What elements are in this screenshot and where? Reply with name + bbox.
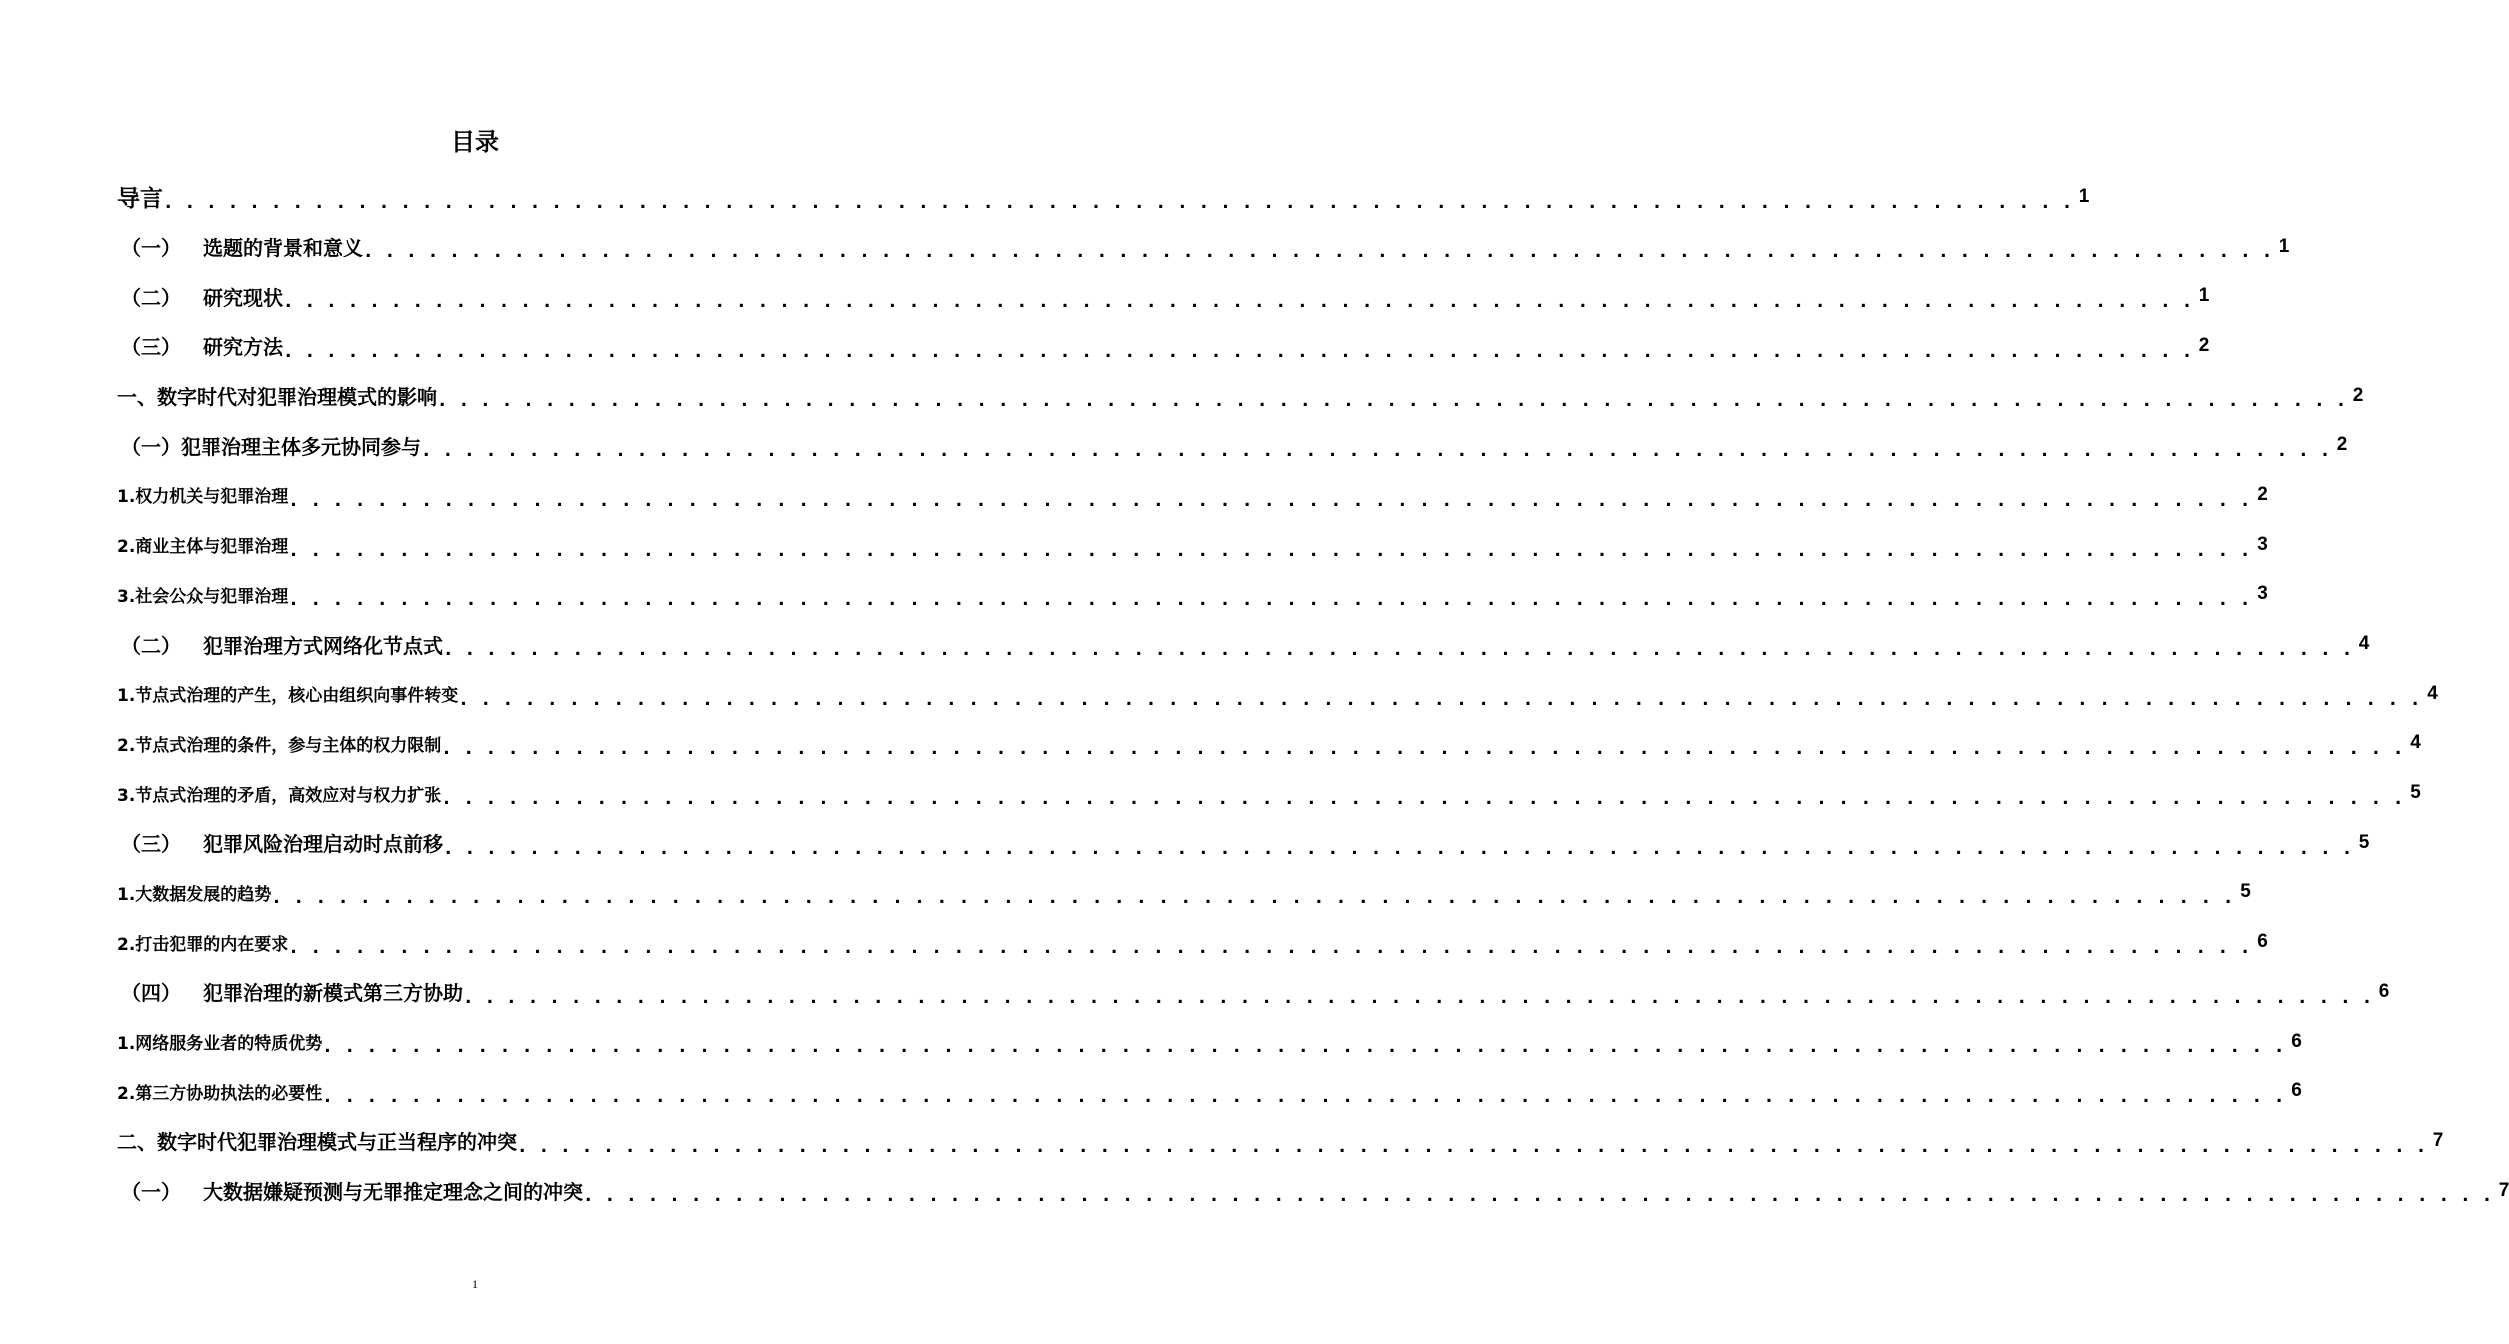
toc-entry-text: 一、数字时代对犯罪治理模式的影响 [117,385,437,410]
toc-entry[interactable] [117,868,2251,918]
toc-dot-leader: . . . . . . . . . . . . . . . . . . . . . . . . . . . . . . . . . . . . . . . . . . . . . . . . . . . . . . . . . . . . . . . . . . . . . . . . . . . . . . . . . . . . . . . . . [460,689,2424,710]
toc-entry[interactable] [117,818,2370,868]
toc-page-number: 5 [2410,782,2421,804]
toc-dot-leader: . . . . . . . . . . . . . . . . . . . . . . . . . . . . . . . . . . . . . . . . . . . . . . . . . . . . . . . . . . . . . . . . . . . . . . . . . . . . . . . . . . . . . . . . . [519,1136,2429,1157]
toc-entry-text: 选题的背景和意义 [203,236,363,261]
toc-dot-leader: . . . . . . . . . . . . . . . . . . . . . . . . . . . . . . . . . . . . . . . . . . . . . . . . . . . . . . . . . . . . . . . . . . . . . . . . . . . . . . . . . . . . . . . . . [273,888,2237,909]
toc-entry-number: （四） [121,981,181,1006]
toc-entry[interactable] [117,967,2390,1017]
page-number: 1 [472,1277,478,1291]
toc-entry[interactable] [117,222,2290,272]
toc-entry-text: 犯罪治理的新模式第三方协助 [203,981,463,1006]
toc-page-number: 4 [2427,682,2438,704]
toc-entry[interactable] [117,768,2421,818]
toc-dot-leader: . . . . . . . . . . . . . . . . . . . . . . . . . . . . . . . . . . . . . . . . . . . . . . . . . . . . . . . . . . . . . . . . . . . . . . . . . . . . . . . . . . . . . . . . . [445,838,2355,859]
toc-entry-number: （三） [121,335,181,360]
toc-dot-leader: . . . . . . . . . . . . . . . . . . . . . . . . . . . . . . . . . . . . . . . . . . . . . . . . . . . . . . . . . . . . . . . . . . . . . . . . . . . . . . . . . . . . . . . . . [165,192,2075,213]
toc-entry-label [117,630,443,659]
toc-entry-label [117,731,441,756]
toc-page-number: 4 [2358,633,2370,655]
toc-entry-label [117,781,441,806]
toc-entry-number: （二） [121,633,181,658]
toc-entry-text: 二、数字时代犯罪治理模式与正当程序的冲突 [117,1130,517,1155]
toc-page-number: 6 [2378,980,2390,1002]
toc-entry-text: 2.打击犯罪的内在要求 [117,934,289,955]
toc-entry[interactable] [117,520,2268,570]
toc-entry[interactable] [117,172,2090,222]
toc-entry-text: 2.节点式治理的条件，参与主体的权力限制 [117,735,442,756]
toc-dot-leader: . . . . . . . . . . . . . . . . . . . . . . . . . . . . . . . . . . . . . . . . . . . . . . . . . . . . . . . . . . . . . . . . . . . . . . . . . . . . . . . . . . . . . . . . . [443,788,2407,809]
toc-page-number: 6 [2257,931,2268,953]
toc-dot-leader: . . . . . . . . . . . . . . . . . . . . . . . . . . . . . . . . . . . . . . . . . . . . . . . . . . . . . . . . . . . . . . . . . . . . . . . . . . . . . . . . . . . . . . . . . [290,540,2254,561]
toc-page-number: 3 [2257,583,2268,605]
toc-entry-number: （一） [121,1180,181,1205]
toc-entry-label [117,282,283,311]
toc-entry[interactable] [117,570,2268,620]
toc-entry-label [117,681,458,706]
toc-entry-label [117,180,163,213]
toc-entry-text: 犯罪风险治理启动时点前移 [203,832,443,857]
toc-entry[interactable] [117,271,2210,321]
toc-page-number: 1 [2078,185,2090,207]
toc-entry[interactable] [117,917,2268,967]
toc-entry-label [117,381,437,410]
toc-entry-text: 犯罪治理方式网络化节点式 [203,633,443,658]
toc-entry-label [117,1126,517,1155]
toc-entry-text: 1.大数据发展的趋势 [117,884,272,905]
toc-entry-label [117,977,463,1006]
toc-page-number: 6 [2291,1030,2302,1052]
toc-page-number: 1 [2278,235,2290,257]
toc-dot-leader: . . . . . . . . . . . . . . . . . . . . . . . . . . . . . . . . . . . . . . . . . . . . . . . . . . . . . . . . . . . . . . . . . . . . . . . . . . . . . . . . . . . . . . . . . [324,1087,2288,1108]
toc-dot-leader: . . . . . . . . . . . . . . . . . . . . . . . . . . . . . . . . . . . . . . . . . . . . . . . . . . . . . . . . . . . . . . . . . . . . . . . . . . . . . . . . . . . . . . . . . [285,341,2195,362]
toc-dot-leader: . . . . . . . . . . . . . . . . . . . . . . . . . . . . . . . . . . . . . . . . . . . . . . . . . . . . . . . . . . . . . . . . . . . . . . . . . . . . . . . . . . . . . . . . . [443,739,2407,760]
toc-entry-label [117,582,288,607]
toc-page-number: 2 [2352,384,2364,406]
toc-page-number: 5 [2240,881,2251,903]
toc-page-number: 3 [2257,533,2268,555]
toc-entry-label [117,1029,322,1054]
toc-page-number: 6 [2291,1080,2302,1102]
toc-page-number: 5 [2358,831,2370,853]
toc-entry[interactable] [117,719,2421,769]
toc-entry[interactable] [117,1116,2444,1166]
toc-entry-label [117,331,283,360]
toc-dot-leader: . . . . . . . . . . . . . . . . . . . . . . . . . . . . . . . . . . . . . . . . . . . . . . . . . . . . . . . . . . . . . . . . . . . . . . . . . . . . . . . . . . . . . . . . . [423,441,2333,462]
toc-entry-text: 1.网络服务业者的特质优势 [117,1034,323,1055]
toc-entry[interactable] [117,371,2364,421]
toc-entry-label [117,482,288,507]
toc-entry-text: （一）犯罪治理主体多元协同参与 [121,434,421,459]
toc-page-number: 1 [2198,285,2210,307]
toc-dot-leader: . . . . . . . . . . . . . . . . . . . . . . . . . . . . . . . . . . . . . . . . . . . . . . . . . . . . . . . . . . . . . . . . . . . . . . . . . . . . . . . . . . . . . . . . . [290,490,2254,511]
toc-dot-leader: . . . . . . . . . . . . . . . . . . . . . . . . . . . . . . . . . . . . . . . . . . . . . . . . . . . . . . . . . . . . . . . . . . . . . . . . . . . . . . . . . . . . . . . . . [465,987,2375,1008]
toc-page-number: 2 [2257,483,2268,505]
toc-dot-leader: . . . . . . . . . . . . . . . . . . . . . . . . . . . . . . . . . . . . . . . . . . . . . . . . . . . . . . . . . . . . . . . . . . . . . . . . . . . . . . . . . . . . . . . . . [445,639,2355,660]
toc-entry-text: 2.第三方协助执法的必要性 [117,1083,323,1104]
toc-dot-leader: . . . . . . . . . . . . . . . . . . . . . . . . . . . . . . . . . . . . . . . . . . . . . . . . . . . . . . . . . . . . . . . . . . . . . . . . . . . . . . . . . . . . . . . . . [290,590,2254,611]
toc-entry-label [117,232,363,261]
toc-entry-text: 1.节点式治理的产生，核心由组织向事件转变 [117,686,459,707]
toc-entry[interactable] [117,619,2370,669]
toc-entry-number: （三） [121,832,181,857]
toc-title: 目录 [451,128,499,156]
toc-entry-label [117,532,288,557]
toc-page-number: 7 [2432,1129,2444,1151]
toc-entry-number: （二） [121,285,181,310]
toc-entry-text: 大数据嫌疑预测与无罪推定理念之间的冲突 [203,1180,583,1205]
toc-entry[interactable] [117,1166,2509,1216]
toc-page-number: 7 [2498,1179,2509,1201]
toc-entry-label [117,828,443,857]
toc-entry-text: 研究现状 [203,285,283,310]
toc-entry[interactable] [117,1066,2302,1116]
toc-dot-leader: . . . . . . . . . . . . . . . . . . . . . . . . . . . . . . . . . . . . . . . . . . . . . . . . . . . . . . . . . . . . . . . . . . . . . . . . . . . . . . . . . . . . . . . . . [285,292,2195,313]
toc-dot-leader: . . . . . . . . . . . . . . . . . . . . . . . . . . . . . . . . . . . . . . . . . . . . . . . . . . . . . . . . . . . . . . . . . . . . . . . . . . . . . . . . . . . . . . . . . [585,1186,2495,1207]
toc-dot-leader: . . . . . . . . . . . . . . . . . . . . . . . . . . . . . . . . . . . . . . . . . . . . . . . . . . . . . . . . . . . . . . . . . . . . . . . . . . . . . . . . . . . . . . . . . [439,391,2349,412]
toc-entry[interactable] [117,669,2438,719]
toc-entry-label [117,880,271,905]
toc-entry-text: 3.社会公众与犯罪治理 [117,586,289,607]
toc-dot-leader: . . . . . . . . . . . . . . . . . . . . . . . . . . . . . . . . . . . . . . . . . . . . . . . . . . . . . . . . . . . . . . . . . . . . . . . . . . . . . . . . . . . . . . . . . [290,938,2254,958]
toc-entry-number: （一） [121,236,181,261]
toc-entry-text: 1.权力机关与犯罪治理 [117,487,289,508]
toc-entry[interactable] [117,420,2348,470]
toc-dot-leader: . . . . . . . . . . . . . . . . . . . . . . . . . . . . . . . . . . . . . . . . . . . . . . . . . . . . . . . . . . . . . . . . . . . . . . . . . . . . . . . . . . . . . . . . . [365,242,2275,263]
toc-entry-label [117,1176,583,1205]
toc-page-number: 2 [2198,334,2210,356]
toc-entry-label [117,431,421,460]
toc-entry[interactable] [117,321,2210,371]
toc-entry[interactable] [117,1017,2302,1067]
table-of-contents [117,172,2509,1215]
toc-dot-leader: . . . . . . . . . . . . . . . . . . . . . . . . . . . . . . . . . . . . . . . . . . . . . . . . . . . . . . . . . . . . . . . . . . . . . . . . . . . . . . . . . . . . . . . . . [324,1037,2288,1058]
toc-entry-text: 导言 [117,186,163,213]
toc-entry[interactable] [117,470,2268,520]
toc-entry-label [117,1079,322,1104]
toc-entry-label [117,930,288,955]
toc-entry-text: 2.商业主体与犯罪治理 [117,537,289,558]
toc-page-number: 2 [2336,434,2348,456]
toc-page-number: 4 [2410,732,2421,754]
toc-entry-text: 3.节点式治理的矛盾，高效应对与权力扩张 [117,785,442,806]
toc-entry-text: 研究方法 [203,335,283,360]
